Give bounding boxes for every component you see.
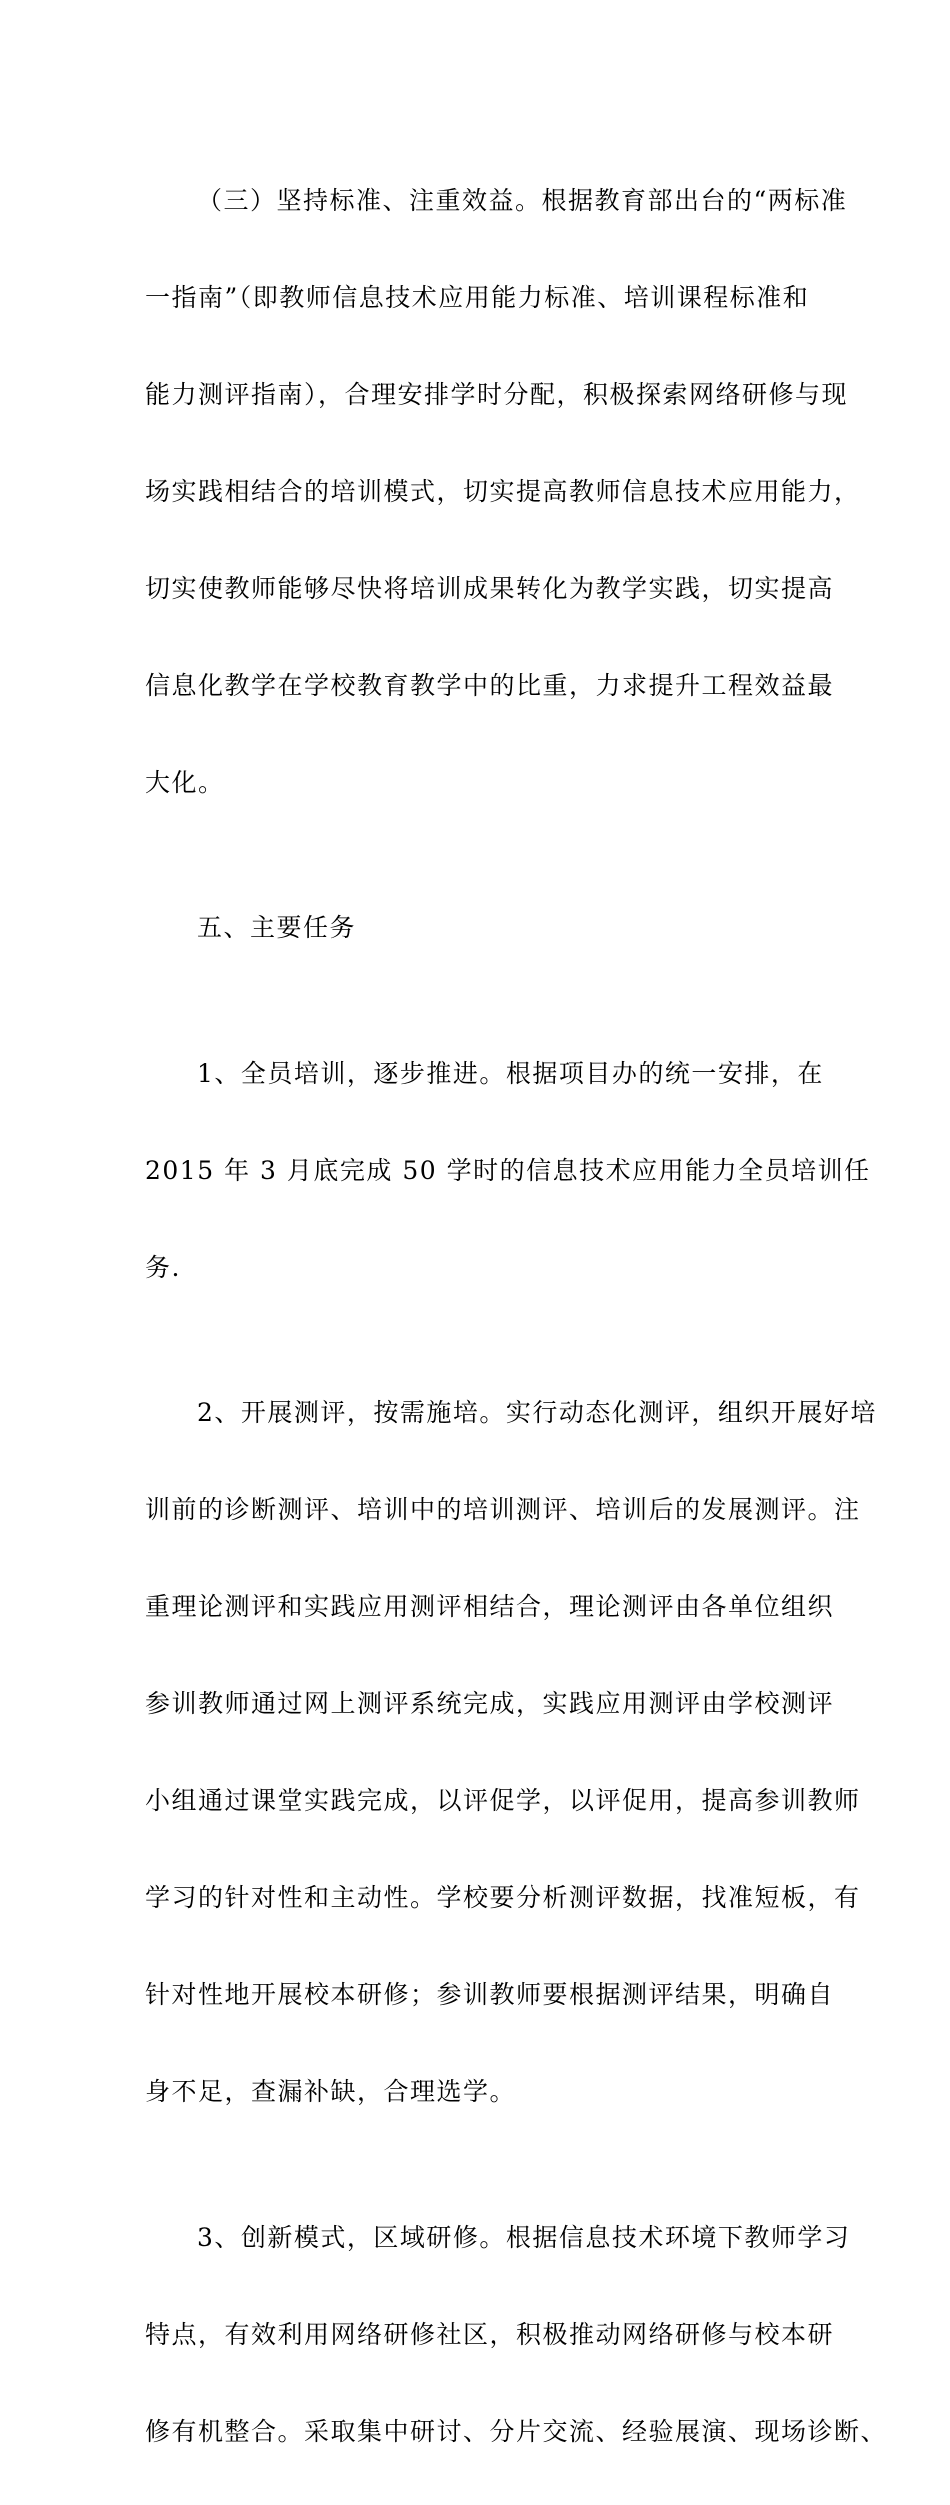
- text-line: 信息化教学在学校教育教学中的比重，力求提升工程效益最: [145, 670, 835, 700]
- text-line: 身不足，查漏补缺，合理选学。: [145, 2077, 517, 2106]
- text-line: 场实践相结合的培训模式，切实提高教师信息技术应用能力，: [145, 476, 861, 506]
- section-5-heading: 五、主要任务: [197, 913, 357, 942]
- text-line: 切实使教师能够尽快将培训成果转化为教学实践，切实提高: [145, 573, 835, 603]
- section-heading: [145, 856, 810, 1002]
- text-line: 修有机整合。采取集中研讨、分片交流、经验展演、现场诊断、: [145, 2416, 888, 2446]
- text-line: 大化。: [145, 767, 225, 797]
- text-line: 特点，有效利用网络研修社区，积极推动网络研修与校本研: [145, 2319, 835, 2349]
- text-line: 务.: [145, 1252, 181, 1282]
- paragraph-task-2: [145, 1341, 877, 2166]
- text-line: 针对性地开展校本研修；参训教师要根据测评结果，明确自: [145, 1980, 835, 2009]
- text-line: 2、开展测评，按需施培。实行动态化测评，组织开展好培: [197, 1398, 877, 1427]
- paragraph-principle-3: [145, 128, 861, 856]
- text-line: 重理论测评和实践应用测评相结合，理论测评由各单位组织: [145, 1592, 835, 1621]
- text-line: 小组通过课堂实践完成，以评促学，以评促用，提高参训教师: [145, 1786, 861, 1815]
- text-line: 能力测评指南），合理安排学时分配，积极探索网络研修与现: [145, 379, 849, 409]
- paragraph-task-1: [145, 1001, 871, 1341]
- text-line: 一指南”（即教师信息技术应用能力标准、培训课程标准和: [145, 282, 810, 312]
- document-body: [145, 128, 888, 2505]
- paragraph-task-3: [145, 2165, 888, 2505]
- text-line: 3、创新模式，区域研修。根据信息技术环境下教师学习: [197, 2222, 851, 2252]
- text-line: 1、全员培训，逐步推进。根据项目办的统一安排，在: [197, 1058, 824, 1088]
- text-line: 参训教师通过网上测评系统完成，实践应用测评由学校测评: [145, 1689, 835, 1718]
- text-line: 训前的诊断测评、培训中的培训测评、培训后的发展测评。注: [145, 1495, 861, 1524]
- text-line: （三）坚持标准、注重效益。根据教育部出台的“两标准: [197, 185, 848, 215]
- text-line: 学习的针对性和主动性。学校要分析测评数据，找准短板，有: [145, 1883, 861, 1912]
- text-line: 2015 年 3 月底完成 50 学时的信息技术应用能力全员培训任: [145, 1155, 871, 1185]
